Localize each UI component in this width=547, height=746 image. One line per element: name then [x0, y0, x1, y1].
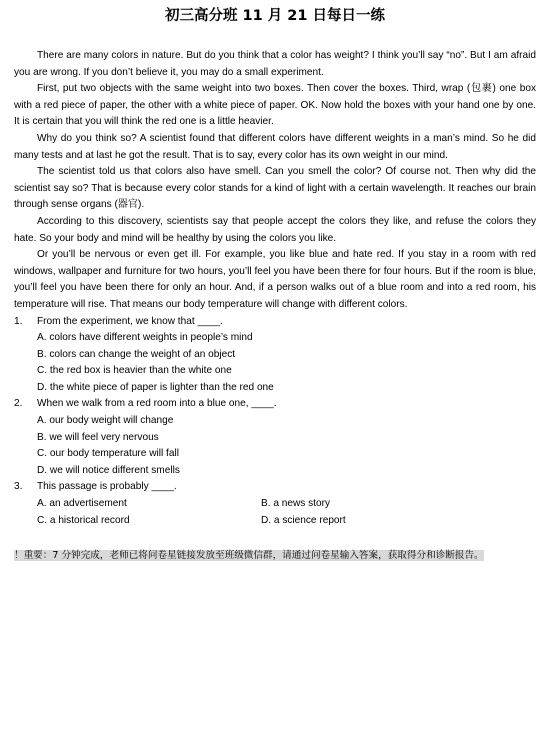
- question-2: [14, 396, 536, 479]
- option-c: C. a historical record: [37, 514, 130, 526]
- question-text: From the experiment, we know that ____.: [37, 315, 223, 327]
- question-number: 3.: [14, 481, 23, 493]
- document-title: 初三高分班 11 月 21 日每日一练: [164, 8, 386, 24]
- question-1: [14, 314, 536, 397]
- passage-paragraph-4: The scientist told us that colors also have smell. Can you smell the color? Of course not. Then why did the scientist say so? That is because every color stands for a kind of light with a certain wavelength. It reaches our brain through sense organs (器官).: [14, 166, 536, 211]
- question-text: This passage is probably ____.: [37, 481, 177, 493]
- notice-text: ！重要：7 分钟完成，老师已将问卷星链接发放至班级微信群，请通过问卷星输入答案，获取得分和诊断报告。: [14, 550, 484, 562]
- passage-paragraph-2: First, put two objects with the same weight into two boxes. Then cover the boxes. Third, wrap (包裹) one box with a red piece of paper, the other with a white piece of paper. OK. Now hold the boxes with your hand one by one. It is certain that you will think the red one is a little heavier.: [14, 83, 536, 128]
- option-b: B. a news story: [261, 498, 331, 510]
- question-number: 2.: [14, 398, 23, 410]
- option-row: [14, 513, 536, 530]
- question-number: 1.: [14, 315, 23, 327]
- option-row: [14, 496, 536, 513]
- option-a: A. an advertisement: [37, 498, 127, 510]
- question-3: [14, 479, 536, 529]
- passage-paragraph-3: Why do you think so? A scientist found that different colors have different weights in a man’s mind. So he did many tests and at last he got the result. That is to say, every color has its own weight in our mind.: [14, 132, 536, 161]
- option-a: A. our body weight will change: [37, 415, 174, 427]
- option-b: B. we will feel very nervous: [37, 431, 159, 443]
- passage-paragraph-1: There are many colors in nature. But do you think that a color has weight? I think you’ll say “no”. But I am afraid you are wrong. If you don’t believe it, you may do a small experiment.: [14, 50, 536, 78]
- passage-paragraph-6: Or you’ll be nervous or even get ill. For example, you like blue and hate red. If you stay in a room with red windows, wallpaper and furniture for two hours, you’ll feel you have been there for four hours. But if the room is blue, you’ll feel you have been there for only an hour. And, if a person walks out of a blue room and into a red room, his temperature will rise. That means our body temperature will change with different colors.: [14, 249, 536, 310]
- option-c: C. the red box is heavier than the white one: [37, 365, 232, 377]
- option-d: D. a science report: [261, 514, 346, 526]
- reading-passage: [14, 48, 536, 314]
- question-stem: [14, 396, 536, 413]
- question-stem: [14, 314, 536, 331]
- option-c: C. our body temperature will fall: [37, 448, 179, 460]
- question-text: When we walk from a red room into a blue one, ____.: [37, 398, 277, 410]
- option-d: D. the white piece of paper is lighter than the red one: [37, 381, 274, 393]
- option-d: D. we will notice different smells: [37, 464, 180, 476]
- question-stem: [14, 479, 536, 496]
- important-notice: [14, 548, 536, 564]
- option-a: A. colors have different weights in people’s mind: [37, 332, 253, 344]
- option-b: B. colors can change the weight of an object: [37, 348, 236, 360]
- passage-paragraph-5: According to this discovery, scientists say that people accept the colors they like, and refuse the colors they hate. So your body and mind will be healthy by using the colors you like.: [14, 215, 536, 244]
